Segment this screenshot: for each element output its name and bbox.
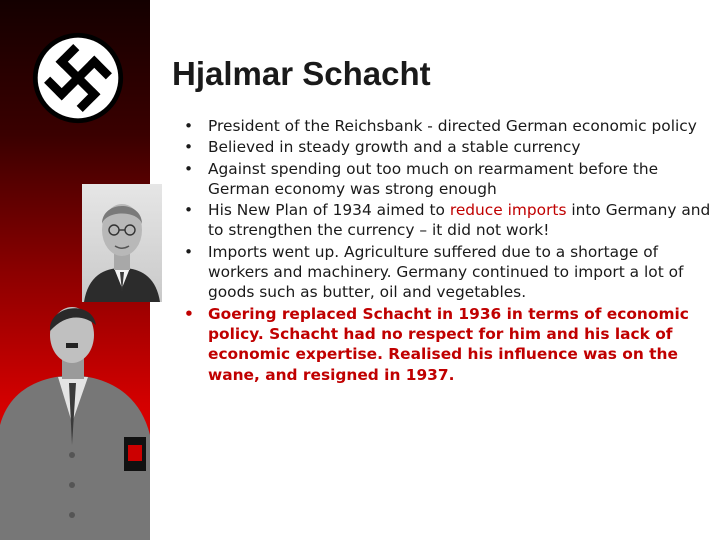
bullet-marker: • xyxy=(184,159,194,178)
bullet-item-emphasis xyxy=(184,304,716,385)
bullet-text-before: His New Plan of 1934 aimed to xyxy=(208,201,450,220)
bullet-item xyxy=(184,116,716,136)
highlight-text: reduce imports xyxy=(449,201,567,220)
bullet-item xyxy=(184,159,716,200)
bullet-marker: • xyxy=(184,138,194,157)
bullet-item xyxy=(184,137,716,157)
bullet-marker: • xyxy=(184,201,194,220)
bullet-text: Imports went up. Agriculture suffered due to a shortage of workers and machinery. Germany continued to import a lot of goods such as butter, oil and vegetables. xyxy=(208,242,684,302)
party-emblem-icon xyxy=(30,30,126,126)
bullet-marker: • xyxy=(184,304,194,323)
bullet-text: President of the Reichsbank - directed German economic policy xyxy=(208,117,697,135)
hitler-portrait xyxy=(0,305,150,540)
bullet-item xyxy=(184,200,716,241)
schacht-portrait xyxy=(82,184,162,302)
bullet-text: Goering replaced Schacht in 1936 in terms of economic policy. Schacht had no respect for him and his lack of economic expertise. Realised his influence was on the wane, and resigned in 1937. xyxy=(208,304,689,384)
bullet-marker: • xyxy=(184,242,194,261)
bullet-item xyxy=(184,242,716,303)
slide-title: Hjalmar Schacht xyxy=(172,55,431,92)
bullet-list xyxy=(184,116,716,386)
bullet-text: Believed in steady growth and a stable currency xyxy=(208,138,581,157)
bullet-text-after: into Germany and to strengthen the currency – it did not work! xyxy=(208,201,711,240)
bullet-marker: • xyxy=(184,117,194,135)
bullet-text: Against spending out too much on rearmament before the German economy was strong enough xyxy=(208,159,659,198)
